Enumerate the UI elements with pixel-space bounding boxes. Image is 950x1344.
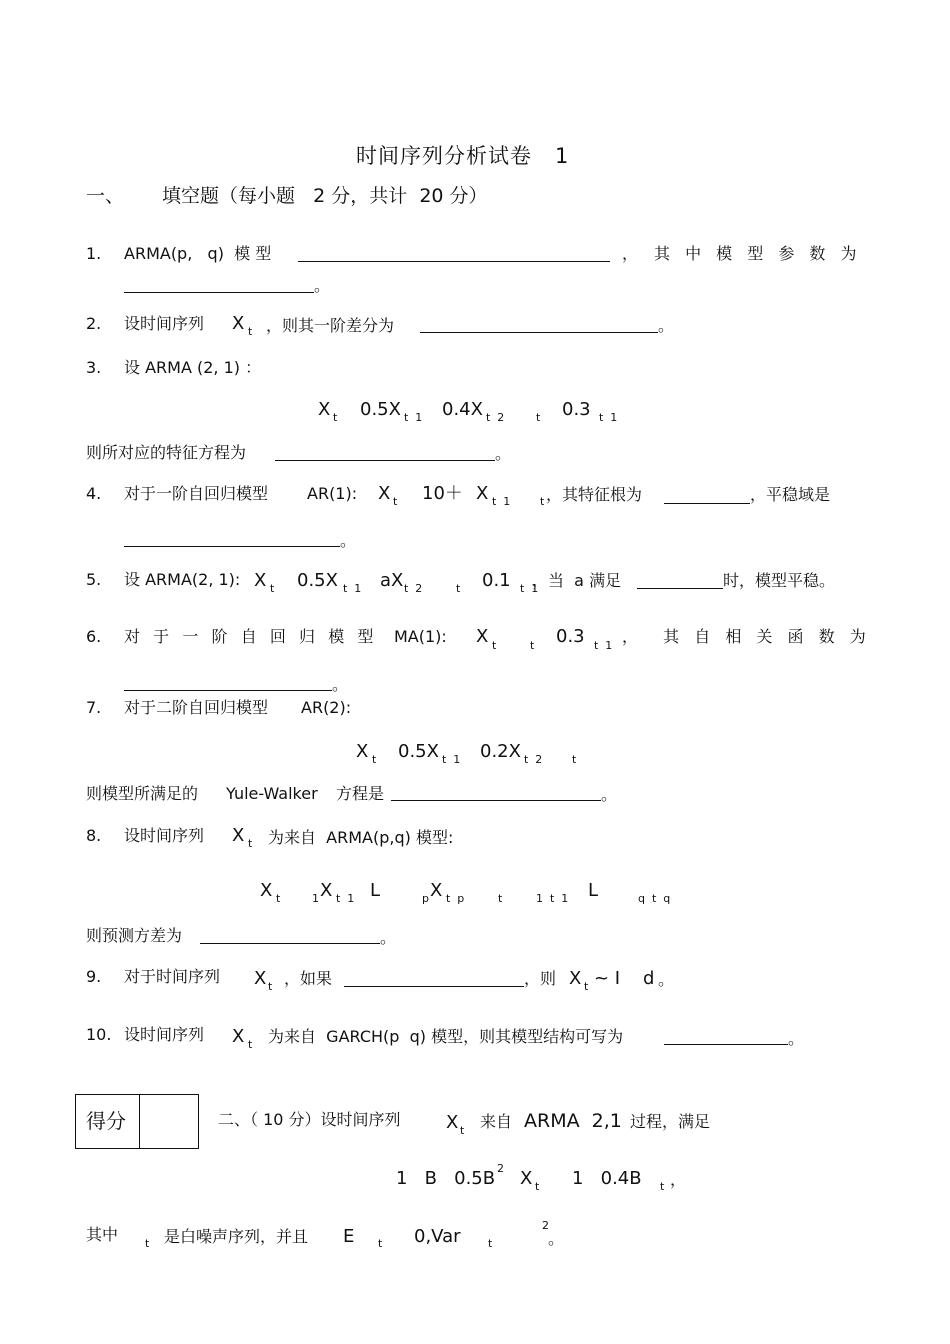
q5-text-b: ，当 a 满足 [532,571,622,590]
section2-end: 。 [548,1229,565,1248]
q8-eq-x: X [260,880,273,901]
q5-eq-sub: t [456,582,461,595]
section2-eq-lhs: 1 B 0.5B [396,1168,496,1189]
q1-number: 1. [86,244,102,263]
q8-eq-dots: L [588,880,599,901]
q5-eq-term: 0.5X [297,570,338,591]
section2-eq-sub: t [535,1180,540,1193]
q4-eq-sub: t [393,495,398,508]
q7-eq-term: 0.2X [480,741,521,762]
q8-eq-sub: t p [446,892,465,905]
q8-eq-sub: t [498,892,503,905]
q1-lead: ARMA(p, q) 模 型 [124,244,272,263]
q10-blank[interactable] [664,1044,788,1045]
q8-text-a: 设时间序列 [124,826,205,845]
q9-integrated: ~ I d [594,968,655,989]
q3-number: 3. [86,358,102,377]
q8-eq-dots: L [370,880,381,901]
section2-var: 0,Var [414,1226,461,1247]
q4-text-a: 对于一阶自回归模型 [124,484,269,503]
q8-number: 8. [86,826,102,845]
section2-eps-sub: t [378,1237,383,1250]
q3-blank[interactable] [275,460,495,461]
q10-number: 10. [86,1025,112,1044]
q9-x: X [254,968,267,989]
q9-blank[interactable] [344,986,524,987]
q3-text-c: 则所对应的特征方程为 [86,443,247,462]
section2-eq-comma: ， [670,1170,687,1189]
q8-eq-sub: p [422,892,429,905]
section1-number: 一、 [86,185,125,207]
score-box [75,1094,199,1149]
q8-eq-sub: 1 t 1 [536,892,569,905]
q4-eq-sub: t [540,495,545,508]
q5-number: 5. [86,570,102,589]
section2-x-sub: t [460,1124,465,1137]
q4-number: 4. [86,484,102,503]
q4-blank1[interactable] [664,503,750,504]
q9-x2-sub: t [584,980,589,993]
section2-eps-sub: t [488,1237,493,1250]
section2-text-c: 过程，满足 [630,1112,711,1131]
section2-eps-sub: t [145,1237,150,1250]
section1-heading: 填空题（每小题 2 分，共计 20 分） [162,185,488,207]
q3-eq-sub: t 2 [486,411,505,424]
q6-number: 6. [86,627,102,646]
q5-eq-term: aX [380,570,404,591]
q8-blank[interactable] [200,943,380,944]
q7-text-d: 方程是 [336,784,385,803]
score-label: 得分 [86,1109,126,1133]
q4-eq-term: 10＋ [422,483,463,504]
q9-text-a: 对于时间序列 [124,967,221,986]
q10-text-b: 为来自 GARCH(p q) 模型，则其模型结构可写为 [268,1027,624,1046]
exam-title: 时间序列分析试卷 1 [356,144,570,168]
q5-text-a: 设 ARMA(2, 1): [124,570,241,589]
q2-blank[interactable] [420,332,658,333]
q2-end: 。 [658,316,675,335]
q9-text-b: ，如果 [284,969,333,988]
q2-text-a: 设时间序列 [124,314,205,333]
q3-eq-term: 0.3 [562,399,591,420]
q4-text-c: ，平稳域是 [750,485,831,504]
q5-eq-sub: t 1 [520,582,539,595]
q6-eq-sub: t [492,639,497,652]
q3-eq-sub: t [536,411,541,424]
q5-eq-sub: t 1 [343,582,362,595]
q4-eq-x: X [378,483,391,504]
q8-text-c: 则预测方差为 [86,926,183,945]
q3-eq-sub: t 1 [599,411,618,424]
score-box-divider [139,1095,140,1148]
q8-eq-x: X [430,880,443,901]
q6-blank[interactable] [124,690,332,691]
q9-x-sub: t [268,980,273,993]
q3-end: 。 [495,444,512,463]
q7-yule-walker: Yule-Walker [226,784,318,803]
q7-eq-term: 0.5X [398,741,439,762]
q5-eq-term: 0.1 [482,570,511,591]
q6-text-b: ， 其 自 相 关 函 数 为 [622,627,871,646]
q6-end: 。 [332,675,349,694]
q9-number: 9. [86,967,102,986]
q7-eq-sub: t 1 [442,753,461,766]
q6-eq-x: X [476,626,489,647]
q6-eq-term: 0.3 [556,626,585,647]
q1-blank2[interactable] [124,292,314,293]
q3-eq-sub: t [333,411,338,424]
q7-text-a: 对于二阶自回归模型 [124,698,269,717]
q3-text-a: 设 ARMA (2, 1) ： [124,358,262,377]
q2-x-sub: t [248,325,253,338]
q6-ma: MA(1): [394,627,447,646]
section2-eq-sub: t [660,1180,665,1193]
q8-eq-x: X [320,880,333,901]
q1-comma: ， [622,244,639,263]
q10-x-sub: t [248,1038,253,1051]
q1-rest: 其 中 模 型 参 数 为 [654,244,862,263]
section2-x: X [446,1112,459,1133]
section2-eq-rhs: 1 0.4B [572,1168,642,1189]
q5-eq-sub: t [270,582,275,595]
q2-x: X [232,313,245,334]
q8-x-sub: t [248,837,253,850]
q8-eq-sub: t 1 [336,892,355,905]
q4-ar: AR(1): [307,484,358,503]
q1-blank1[interactable] [298,261,610,262]
q4-blank2[interactable] [124,546,340,547]
section2-text-e: 是白噪声序列，并且 [164,1227,309,1246]
q10-end: 。 [788,1029,805,1048]
q4-eq-x: X [476,483,489,504]
q3-eq-term: 0.5X [360,399,401,420]
q9-end: 。 [658,970,675,989]
q8-text-b: 为来自 ARMA(p,q) 模型: [268,828,454,847]
q2-text-b: ，则其一阶差分为 [266,316,395,335]
q8-eq-sub: 1 [312,892,319,905]
q3-eq-x: X [318,399,331,420]
q7-eq-sub: t [572,753,577,766]
q5-eq-sub: t 2 [404,582,423,595]
q7-blank[interactable] [391,800,601,801]
q5-blank[interactable] [637,588,723,589]
section2-eq-x: X [520,1168,533,1189]
q3-eq-term: 0.4X [442,399,483,420]
section2-expect: E [343,1226,355,1247]
q4-text-b: ，其特征根为 [546,485,643,504]
q7-eq-sub: t 2 [524,753,543,766]
q6-eq-sub: t [530,639,535,652]
section2-arma: ARMA 2,1 [524,1110,622,1132]
q6-text-a: 对 于 一 阶 自 回 归 模 型 [124,627,375,646]
q7-end: 。 [601,785,618,804]
section2-eq-sup: 2 [497,1162,504,1175]
q7-number: 7. [86,698,102,717]
section2-sigma-sup: 2 [542,1219,549,1232]
q8-eq-sub: t [276,892,281,905]
q5-eq-x: X [254,570,267,591]
q10-text-a: 设时间序列 [124,1025,205,1044]
q1-end: 。 [314,276,331,295]
section2-text-b: 来自 [480,1112,513,1131]
q8-x: X [232,825,245,846]
q2-number: 2. [86,314,102,333]
q5-text-c: 时，模型平稳。 [723,571,836,590]
q3-eq-sub: t 1 [404,411,423,424]
section2-text-d: 其中 [86,1225,119,1244]
q10-x: X [232,1026,245,1047]
q8-end: 。 [380,928,397,947]
q7-eq-sub: t [372,753,377,766]
section2-text-a: 二、（ 10 分）设时间序列 [218,1110,401,1129]
q6-eq-sub: t 1 [594,639,613,652]
q9-x2: X [569,968,582,989]
q7-ar: AR(2): [301,698,352,717]
q9-text-c: ，则 [524,969,557,988]
q4-end: 。 [340,531,357,550]
q4-eq-sub: t 1 [492,495,511,508]
q7-eq-x: X [356,741,369,762]
q8-eq-sub: q t q [638,892,671,905]
q7-text-c: 则模型所满足的 [86,784,199,803]
